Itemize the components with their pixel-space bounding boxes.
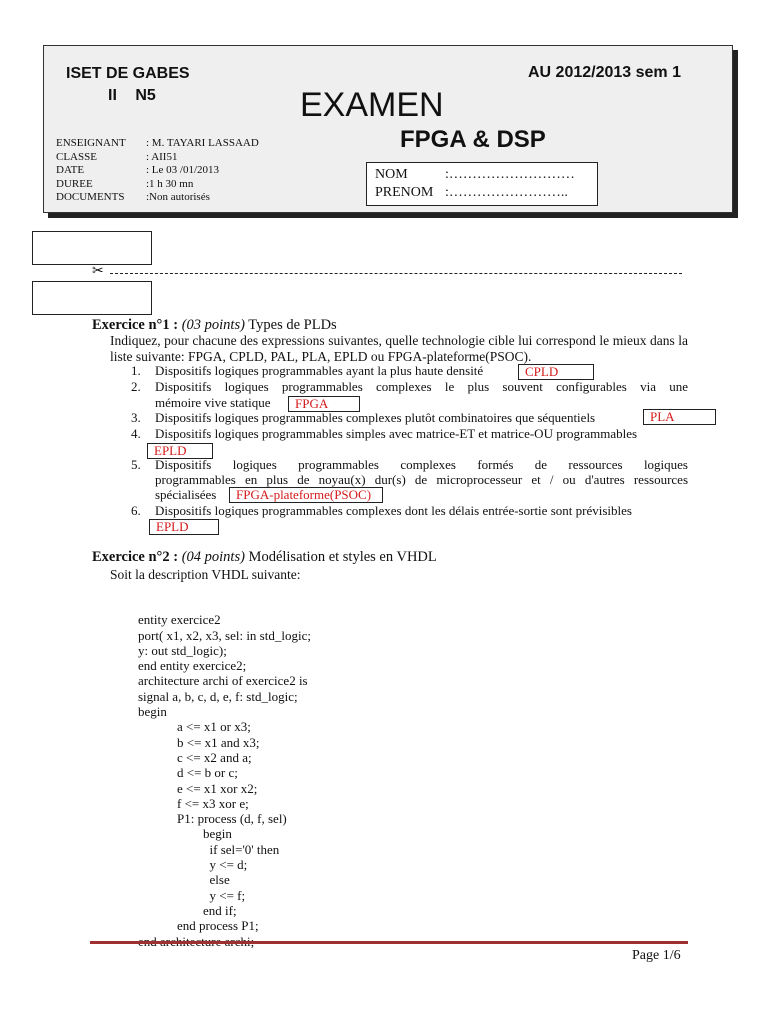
meta-row-documents: DOCUMENTS :Non autorisés [56, 191, 210, 204]
code-line: P1: process (d, f, sel) [138, 811, 287, 827]
grade-box-top [32, 231, 152, 265]
ex1-item-number: 4. [131, 426, 141, 441]
ex1-item-text: mémoire vive statique [155, 395, 271, 410]
code-line: y: out std_logic); [138, 642, 227, 658]
ex1-item-text: Dispositifs logiques programmables simples avec matrice-ET et matrice-OU programmables [155, 426, 638, 441]
cut-line [92, 266, 682, 280]
ex1-item-text: programmables en plus de noyau(x) dur(s) de microprocesseur et / ou d'autres ressources [155, 472, 688, 487]
page-number: Page 1/6 [632, 948, 681, 963]
code-line: end process P1; [138, 918, 259, 934]
ex1-item-number: 2. [131, 379, 141, 394]
vhdl-code-block [138, 597, 311, 964]
student-name-box [366, 162, 598, 206]
ex1-item-text: Dispositifs logiques programmables complexes formés de ressources logiques [155, 457, 688, 472]
ex1-item-answer: EPLD [149, 518, 219, 536]
code-line: else [138, 872, 230, 888]
exam-meta [56, 137, 259, 205]
ex1-item-answer: FPGA-plateforme(PSOC) [229, 486, 383, 504]
exercise2-intro: Soit la description VHDL suivante: [110, 567, 301, 582]
exercise1-intro: Indiquez, pour chacune des expressions suivantes, quelle technologie cible lui correspond le mieux dans la liste suivante: FPGA, CPLD, PAL, PLA, EPLD ou FPGA-plateforme(PSOC). [110, 333, 688, 364]
footer-rule [90, 941, 688, 944]
code-line: begin [138, 704, 167, 720]
subject-title: FPGA & DSP [400, 126, 546, 153]
exercise1-title: Exercice n°1 : (03 points) Types de PLDs [92, 317, 337, 333]
code-line: a <= x1 or x3; [138, 719, 251, 735]
ex1-item-answer: PLA [643, 408, 716, 426]
name-row: NOM :……………………… [375, 167, 575, 182]
code-line: d <= b or c; [138, 765, 238, 781]
code-line: y <= f; [138, 887, 246, 903]
ex1-item-answer: FPGA [288, 395, 360, 413]
code-line: end entity exercice2; [138, 658, 247, 674]
ex1-item-text: Dispositifs logiques programmables complexes plutôt combinatoires que séquentiels [155, 410, 596, 425]
meta-row-duration: DUREE :1 h 30 mn [56, 177, 194, 190]
meta-row-class: CLASSE : AII51 [56, 150, 178, 163]
grade-box-bottom [32, 281, 152, 315]
code-line: b <= x1 and x3; [138, 734, 260, 750]
exercise2-title: Exercice n°2 : (04 points) Modélisation et styles en VHDL [92, 549, 437, 565]
code-line: signal a, b, c, d, e, f: std_logic; [138, 688, 298, 704]
ex1-item-number: 5. [131, 457, 141, 472]
academic-year: AU 2012/2013 sem 1 [528, 64, 681, 81]
ex1-item-number: 3. [131, 410, 141, 425]
code-line: y <= d; [138, 857, 248, 873]
ex1-item-text: Dispositifs logiques programmables complexes le plus souvent configurables via une [155, 379, 688, 394]
firstname-row: PRENOM :…………………….. [375, 185, 568, 200]
ex1-item-answer: EPLD [147, 442, 213, 460]
meta-row-date: DATE : Le 03 /01/2013 [56, 164, 220, 177]
ex1-item-text: Dispositifs logiques programmables ayant la plus haute densité [155, 363, 484, 378]
institution: ISET DE GABES [66, 65, 190, 82]
code-line: port( x1, x2, x3, sel: in std_logic; [138, 627, 311, 643]
code-line: architecture archi of exercice2 is [138, 673, 308, 689]
ex1-item-number: 1. [131, 363, 141, 378]
ex1-item-text: Dispositifs logiques programmables complexes dont les délais entrée-sortie sont prévisibles [155, 503, 632, 518]
scissors-icon: ✂ [92, 266, 104, 279]
code-line: c <= x2 and a; [138, 749, 252, 765]
code-line: e <= x1 xor x2; [138, 780, 258, 796]
exam-title: EXAMEN [300, 86, 444, 124]
meta-row-teacher: ENSEIGNANT : M. TAYARI LASSAAD [56, 137, 259, 149]
ex1-item-number: 6. [131, 503, 141, 518]
code-line: f <= x3 xor e; [138, 795, 249, 811]
class-level: II N5 [108, 87, 156, 104]
code-line: entity exercice2 [138, 612, 221, 628]
ex1-item-answer: CPLD [518, 363, 594, 381]
code-line: begin [138, 826, 232, 842]
ex1-item-text: spécialisées [155, 487, 217, 502]
code-line: if sel='0' then [138, 841, 280, 857]
code-line: end if; [138, 902, 237, 918]
dashed-separator [110, 273, 682, 274]
